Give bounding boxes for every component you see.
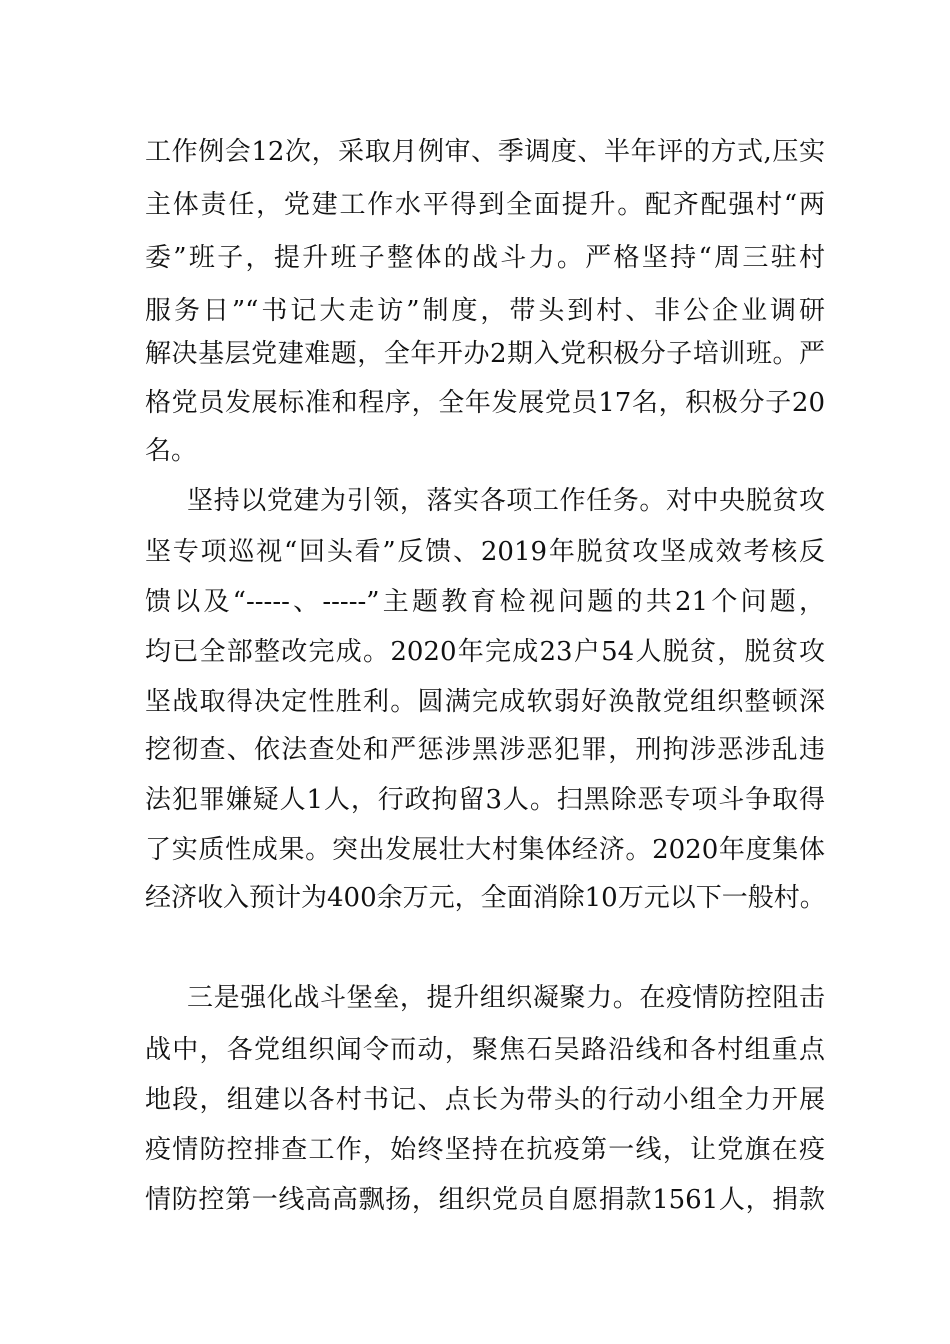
text-line: 挖彻查、依法查处和严惩涉黑涉恶犯罪，刑拘涉恶涉乱违	[145, 735, 825, 765]
text-line: 名。	[145, 436, 198, 466]
text-line: 战中，各党组织闻令而动，聚焦石吴路沿线和各村组重点	[145, 1035, 825, 1065]
text-line: 情防控第一线高高飘扬，组织党员自愿捐款1561人，捐款	[145, 1185, 825, 1215]
text-line: 了实质性成果。突出发展壮大村集体经济。2020年度集体	[145, 835, 825, 865]
text-line: 疫情防控排查工作，始终坚持在抗疫第一线，让党旗在疫	[145, 1135, 825, 1165]
text-line: 法犯罪嫌疑人1人，行政拘留3人。扫黑除恶专项斗争取得	[145, 785, 825, 815]
text-line: 坚持以党建为引领，落实各项工作任务。对中央脱贫攻	[187, 486, 825, 516]
text-line: 坚专项巡视“回头看”反馈、2019年脱贫攻坚成效考核反	[145, 537, 825, 567]
text-line: 均已全部整改完成。2020年完成23户54人脱贫，脱贫攻	[145, 637, 825, 667]
text-line: 格党员发展标准和程序，全年发展党员17名，积极分子20	[145, 388, 825, 418]
text-line: 经济收入预计为400余万元，全面消除10万元以下一般村。	[145, 883, 826, 913]
text-line: 工作例会12次，采取月例审、季调度、半年评的方式,压实	[145, 137, 825, 167]
text-line: 三是强化战斗堡垒，提升组织凝聚力。在疫情防控阻击	[187, 983, 825, 1013]
text-line: 委”班子，提升班子整体的战斗力。严格坚持“周三驻村	[145, 243, 825, 273]
text-line: 主体责任，党建工作水平得到全面提升。配齐配强村“两	[145, 190, 825, 220]
text-line: 地段，组建以各村书记、点长为带头的行动小组全力开展	[145, 1085, 825, 1115]
text-line: 坚战取得决定性胜利。圆满完成软弱好涣散党组织整顿深	[145, 687, 825, 717]
text-line: 服务日”“书记大走访”制度，带头到村、非公企业调研	[145, 296, 825, 326]
text-line: 解决基层党建难题，全年开办2期入党积极分子培训班。严	[145, 339, 825, 369]
text-line: 馈以及“-----、-----”主题教育检视问题的共21个问题，	[145, 587, 825, 617]
